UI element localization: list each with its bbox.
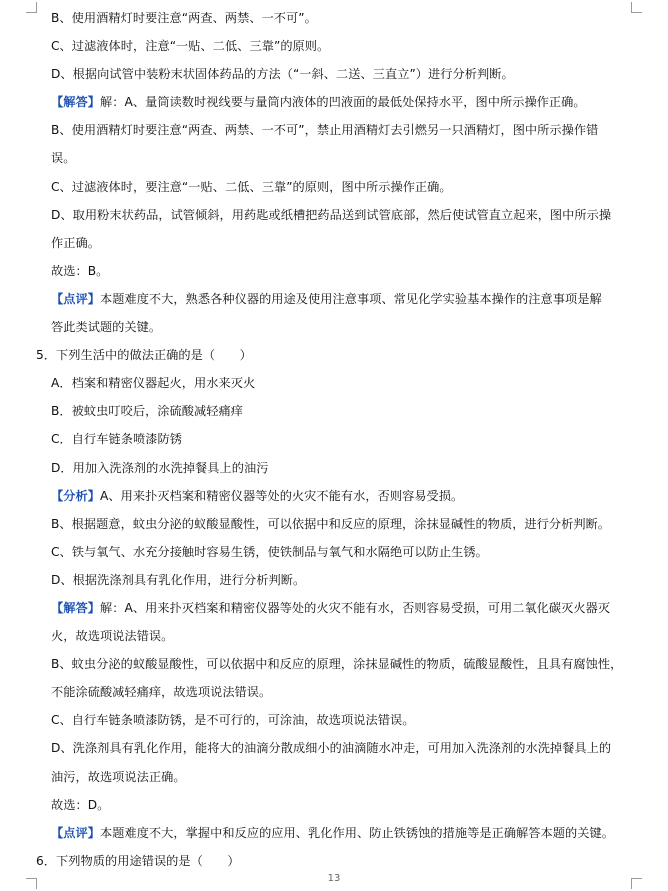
text-line [0,510,668,538]
text-line [0,734,668,762]
line-text: D、取用粉末状药品，试管倾斜，用药匙或纸槽把药品送到试管底部，然后使试管直立起来，图中所示操 [51,207,612,222]
text-line [0,60,668,88]
line-text: C、过滤液体时，注意“一贴、二低、三靠”的原则。 [51,39,330,54]
annotated-line [0,819,668,847]
text-line [0,566,668,594]
text-line [0,144,668,172]
line-text: B、使用酒精灯时要注意“两查、两禁、一不可”，禁止用酒精灯去引燃另一只酒精灯，图中所示操作错 [51,123,599,138]
line-text: A、用来扑灭档案和精密仪器等处的火灾不能有水，否则容易受损。 [99,488,464,503]
text-line [0,397,668,425]
line-text: 误。 [51,151,76,166]
section-tag: 【分析】 [51,488,100,503]
line-text: 本题难度不大，熟悉各种仪器的用途及使用注意事项、常见化学实验基本操作的注意事项是解 [99,291,602,306]
line-text: 不能涂硫酸减轻痛痒，故选项说法错误。 [51,685,272,700]
line-text: D、根据向试管中装粉末状固体药品的方法（“一斜、二送、三直立”）进行分析判断。 [51,67,514,82]
text-line [0,538,668,566]
line-text: D、根据洗涤剂具有乳化作用，进行分析判断。 [51,572,306,587]
line-text: 作正确。 [51,235,100,250]
line-text: A．档案和精密仪器起火，用水来灭火 [51,376,256,391]
text-line [0,257,668,285]
annotated-line [0,285,668,313]
text-line [0,622,668,650]
annotated-line [0,482,668,510]
text-line [0,678,668,706]
line-text: 火，故选项说法错误。 [51,629,174,644]
text-line [0,173,668,201]
section-tag: 【点评】 [51,291,100,306]
text-line [0,369,668,397]
line-text: 油污，故选项说法正确。 [51,769,186,784]
line-text: C．自行车链条喷漆防锈 [51,432,182,447]
line-text: 本题难度不大，掌握中和反应的应用、乳化作用、防止铁锈蚀的措施等是正确解答本题的关键。 [99,825,614,840]
line-text: D．用加入洗涤剂的水洗掉餐具上的油污 [51,460,269,475]
page-number: 13 [327,873,341,884]
line-text: 故选：B。 [51,263,109,278]
text-line [0,454,668,482]
text-line [0,791,668,819]
text-line [0,650,668,678]
text-line [0,425,668,453]
line-text: 解：A、量筒读数时视线要与量筒内液体的凹液面的最低处保持水平，图中所示操作正确。 [99,95,586,110]
text-line [0,32,668,60]
line-text: C、过滤液体时，要注意“一贴、二低、三靠”的原则，图中所示操作正确。 [51,179,452,194]
document-body [0,4,668,875]
section-tag: 【解答】 [51,600,100,615]
line-text: B．被蚊虫叮咬后，涂硫酸减轻痛痒 [51,404,243,419]
text-line [0,116,668,144]
line-text: B、蚊虫分泌的蚁酸显酸性，可以依据中和反应的原理，涂抹显碱性的物质，硫酸显酸性，且具有腐蚀性， [51,657,623,672]
text-line [0,229,668,257]
question-line [0,847,668,875]
line-text: B、使用酒精灯时要注意“两查、两禁、一不可”。 [51,11,317,25]
text-line [0,201,668,229]
line-text: 5．下列生活中的做法正确的是（ ） [36,348,252,363]
line-text: 解：A、用来扑灭档案和精密仪器等处的火灾不能有水，否则容易受损，可用二氧化碳灭火器灭 [99,600,611,615]
text-line [0,763,668,791]
section-tag: 【点评】 [51,825,100,840]
line-text: C、铁与氧气、水充分接触时容易生锈，使铁制品与氧气和水隔绝可以防止生锈。 [51,544,488,559]
question-line [0,341,668,369]
line-text: 6．下列物质的用途错误的是（ ） [36,853,240,868]
text-line [0,4,668,32]
text-line [0,706,668,734]
line-text: D、洗涤剂具有乳化作用，能将大的油滴分散成细小的油滴随水冲走，可用加入洗涤剂的水洗掉餐具上的 [51,741,612,756]
line-text: B、根据题意，蚊虫分泌的蚁酸显酸性，可以依据中和反应的原理，涂抹显碱性的物质，进行分析判断。 [51,516,611,531]
line-text: C、自行车链条喷漆防锈，是不可行的，可涂油，故选项说法错误。 [51,713,415,728]
annotated-line [0,88,668,116]
text-line [0,313,668,341]
line-text: 答此类试题的关键。 [51,320,162,335]
annotated-line [0,594,668,622]
line-text: 故选：D。 [51,797,110,812]
section-tag: 【解答】 [51,95,100,110]
